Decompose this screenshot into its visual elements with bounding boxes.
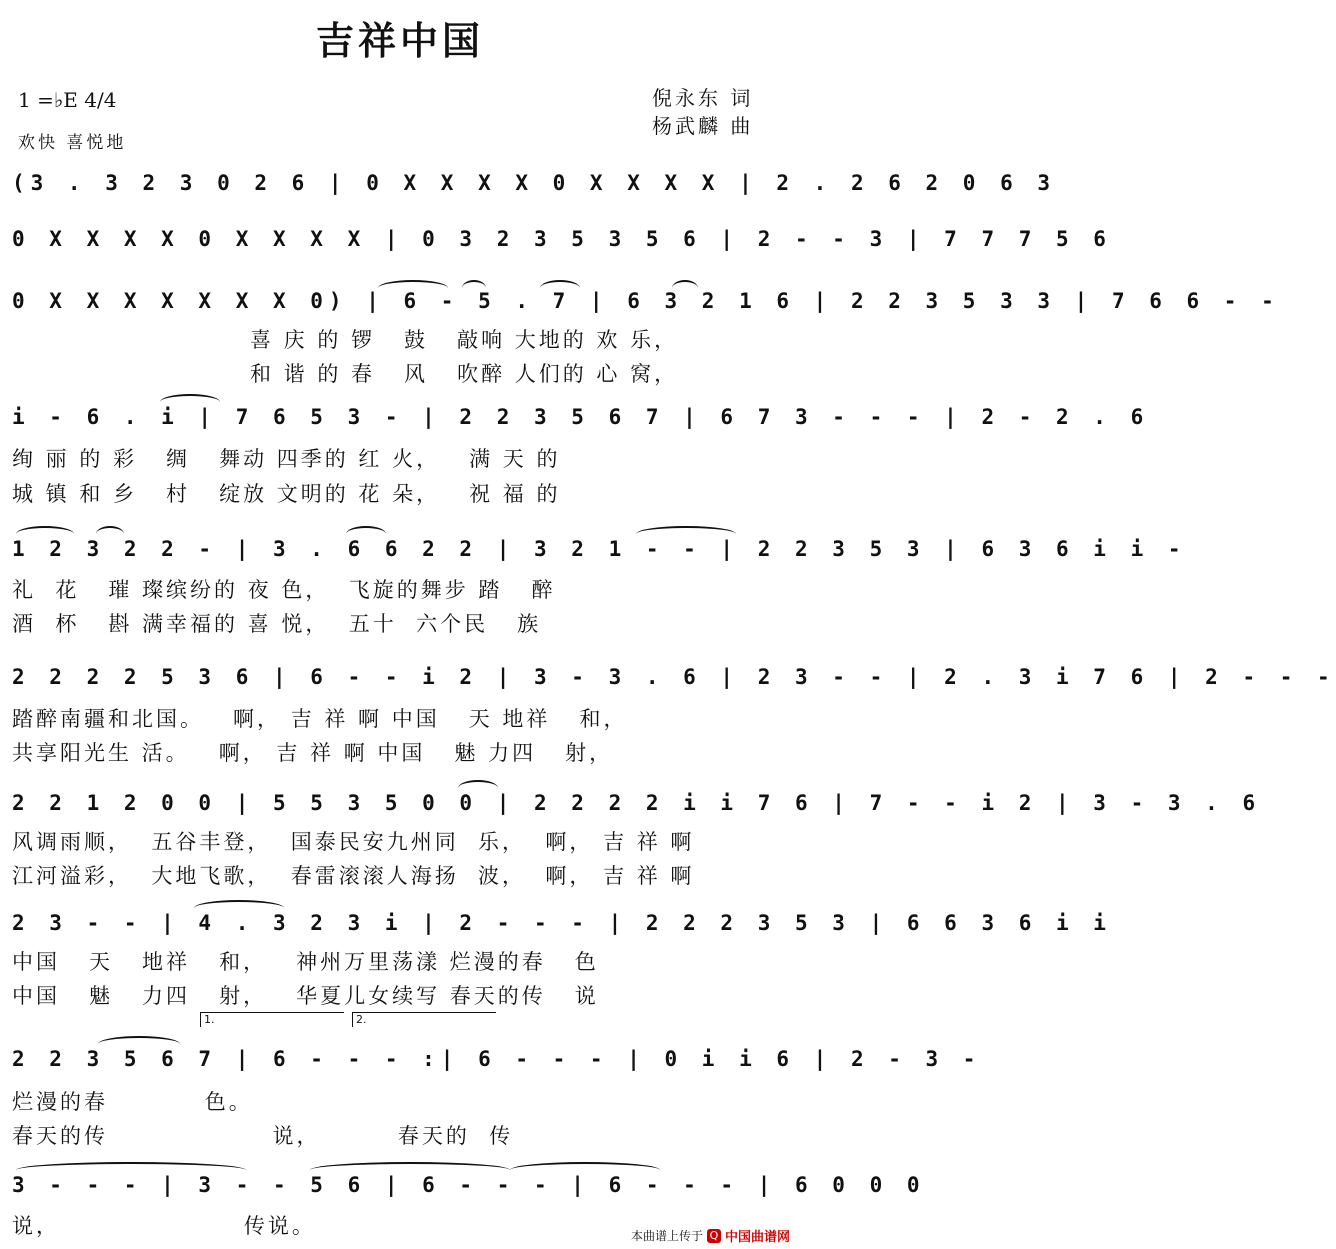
second-ending-bracket: 2.	[352, 1012, 496, 1027]
slur-mark	[346, 526, 386, 542]
slur-mark	[378, 280, 448, 296]
tempo-marking: 欢快 喜悦地	[18, 133, 127, 153]
slur-mark	[96, 526, 124, 542]
site-link[interactable]: 中国曲谱网	[724, 1230, 790, 1245]
lyric-line: 酒 杯 斟 满幸福的 喜 悦， 五十 六个民 族	[12, 612, 542, 636]
lyric-line: 风调雨顺， 五谷丰登， 国泰民安九州同 乐， 啊， 吉 祥 啊	[12, 830, 695, 854]
slur-mark	[194, 900, 284, 916]
composer-credit: 杨武麟 曲	[652, 114, 754, 138]
slur-mark	[160, 394, 220, 410]
site-logo-icon: Q	[707, 1229, 721, 1243]
slur-mark	[510, 1162, 660, 1178]
source-footer	[631, 1226, 790, 1245]
staff-row: 0 X X X X X X X 0) | 6 - 5 . 7 | 6 3 2 1 6 | 2 2 3 5 3 3 | 7 6 6 - -	[12, 289, 1280, 313]
lyric-line: 江河溢彩， 大地飞歌， 春雷滚滚人海扬 波， 啊， 吉 祥 啊	[12, 864, 695, 888]
staff-row: 3 - - - | 3 - - 5 6 | 6 - - - | 6 - - - | 6 0 0 0	[12, 1173, 926, 1197]
slur-mark	[98, 1036, 180, 1052]
footer-text: 本曲谱上传于	[630, 1229, 703, 1243]
lyric-line: 中国 魅 力四 射， 华夏儿女续写 春天的传 说	[12, 984, 599, 1008]
lyric-line: 烂漫的春 色。	[12, 1090, 253, 1114]
slur-mark	[672, 280, 698, 296]
slur-mark	[636, 526, 736, 542]
lyricist-credit: 倪永东 词	[652, 86, 754, 110]
slur-mark	[462, 280, 486, 296]
lyric-line: 中国 天 地祥 和， 神州万里荡漾 烂漫的春 色	[12, 950, 599, 974]
lyric-line: 城 镇 和 乡 村 绽放 文明的 花 朵， 祝 福 的	[12, 482, 561, 506]
staff-row: 0 X X X X 0 X X X X | 0 3 2 3 5 3 5 6 | 2 - - 3 | 7 7 7 5 6	[12, 227, 1112, 251]
slur-mark	[16, 526, 74, 542]
slur-mark	[458, 780, 498, 796]
lyric-line: 踏醉南疆和北国。 啊， 吉 祥 啊 中国 天 地祥 和，	[12, 707, 628, 731]
staff-row: 2 3 - - | 4 . 3 2 3 i | 2 - - - | 2 2 2 3 5 3 | 6 6 3 6 i i	[12, 911, 1112, 935]
lyric-line: 礼 花 璀 璨缤纷的 夜 色， 飞旋的舞步 踏 醉	[12, 578, 556, 602]
lyric-line: 说， 传说。	[12, 1214, 316, 1238]
first-ending-bracket: 1.	[200, 1012, 344, 1027]
staff-row: (3 . 3 2 3 0 2 6 | 0 X X X X 0 X X X X | 2 . 2 6 2 0 6 3	[12, 171, 1057, 195]
staff-row: 2 2 1 2 0 0 | 5 5 3 5 0 0 | 2 2 2 2 i i 7 6 | 7 - - i 2 | 3 - 3 . 6	[12, 791, 1262, 815]
staff-row: 1 2 3 2 2 - | 3 . 6 6 2 2 | 3 2 1 - - | 2 2 3 5 3 | 6 3 6 i i -	[12, 537, 1187, 561]
lyric-line: 绚 丽 的 彩 绸 舞动 四季的 红 火， 满 天 的	[12, 447, 561, 471]
slur-mark	[16, 1162, 246, 1178]
staff-row: i - 6 . i | 7 6 5 3 - | 2 2 3 5 6 7 | 6 7 3 - - - | 2 - 2 . 6	[12, 405, 1150, 429]
lyric-line: 共享阳光生 活。 啊， 吉 祥 啊 中国 魅 力四 射，	[12, 741, 614, 765]
lyric-line: 春天的传 说， 春天的 传	[12, 1124, 514, 1148]
slur-mark	[540, 280, 580, 296]
lyric-line: 和 谐 的 春 风 吹醉 人们的 心 窝，	[250, 362, 679, 386]
slur-mark	[310, 1162, 510, 1178]
staff-row: 2 2 3 5 6 7 | 6 - - - :| 6 - - - | 0 i i 6 | 2 - 3 -	[12, 1047, 982, 1071]
key-signature: 1 =♭E 4/4	[18, 88, 117, 112]
staff-row: 2 2 2 2 5 3 6 | 6 - - i 2 | 3 - 3 . 6 | 2 3 - - | 2 . 3 i 7 6 | 2 - - -	[12, 665, 1336, 689]
song-title: 吉祥中国	[315, 19, 484, 63]
lyric-line: 喜 庆 的 锣 鼓 敲响 大地的 欢 乐，	[250, 328, 679, 352]
